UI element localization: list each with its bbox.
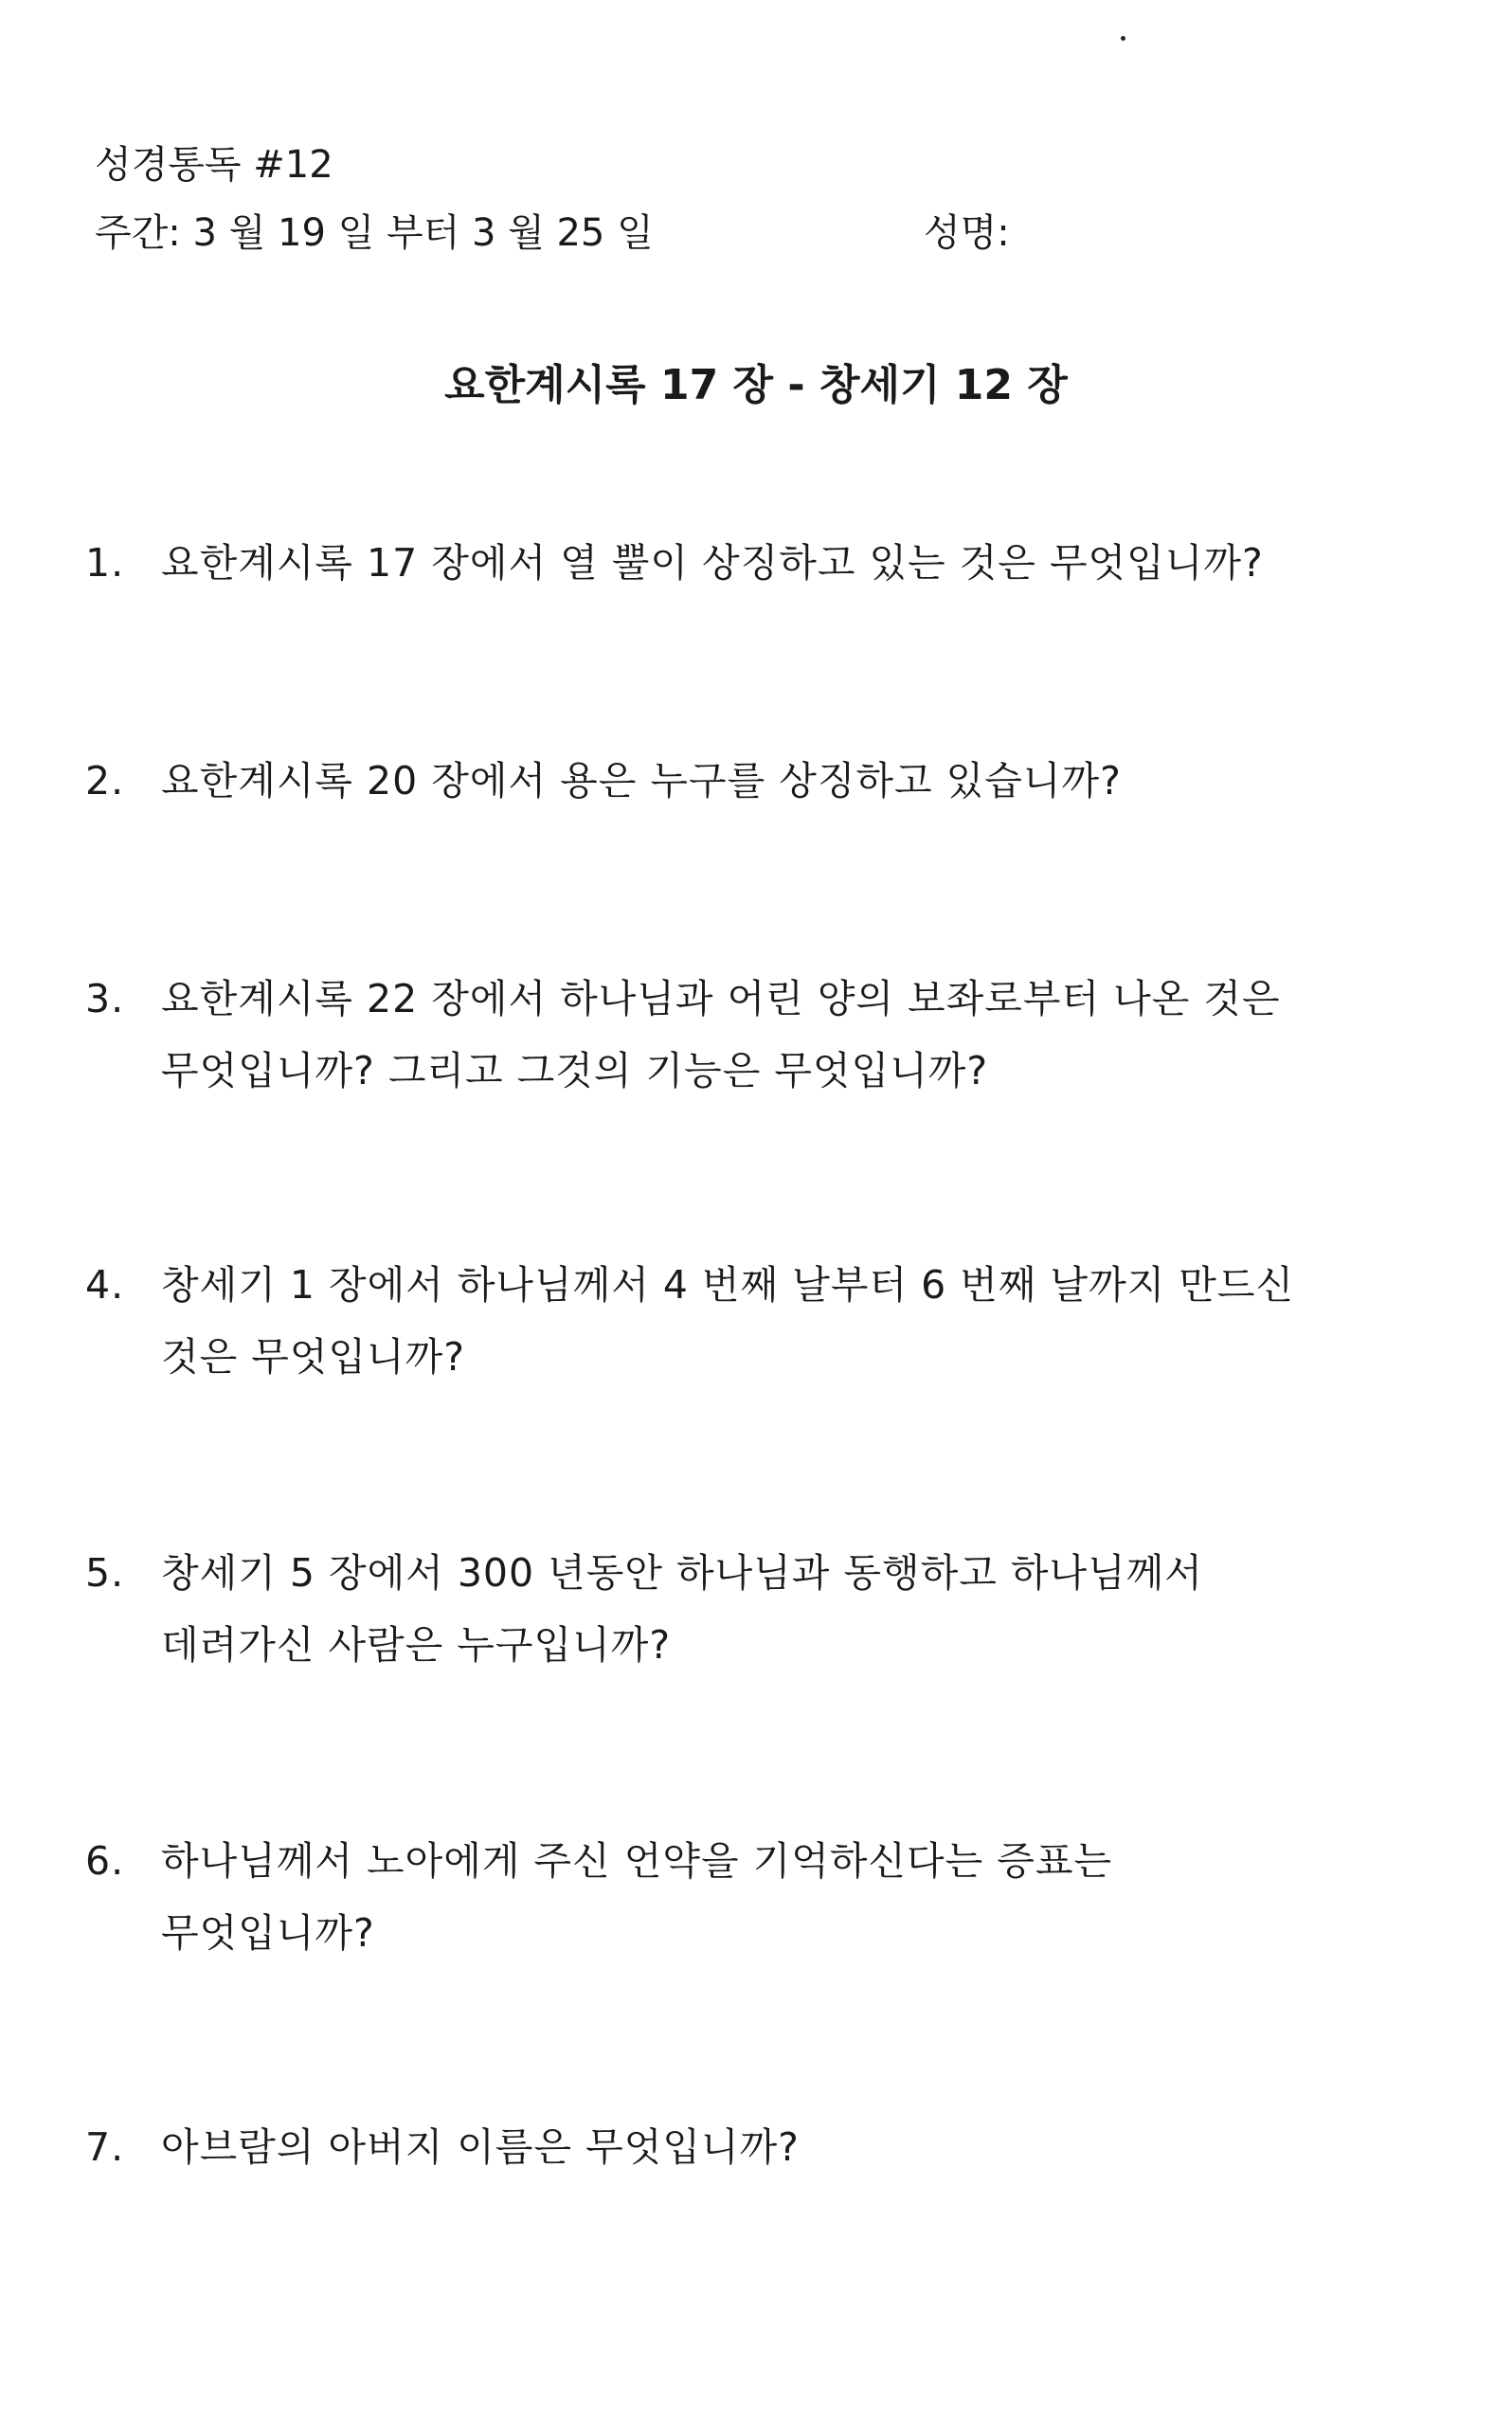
question-number: 2. [85, 758, 125, 804]
question-7 [85, 2111, 1468, 2183]
question-6 [85, 1825, 1468, 1969]
name-label: 성명: [924, 211, 1010, 255]
question-number: 7. [85, 2124, 125, 2170]
question-text: 창세기 5 장에서 300 년동안 하나님과 동행하고 하나님께서 데려가신 사람은 누구입니까? [161, 1550, 1203, 1668]
scan-speck [1121, 36, 1125, 41]
question-2 [85, 745, 1468, 817]
question-4 [85, 1249, 1468, 1393]
question-text: 요한계시록 22 장에서 하나님과 어린 양의 보좌로부터 나온 것은 무엇입니까? 그리고 그것의 기능은 무엇입니까? [161, 976, 1281, 1093]
question-number: 4. [85, 1262, 125, 1308]
reading-range-title: 요한계시록 17 장 - 창세기 12 장 [444, 361, 1068, 409]
question-text: 요한계시록 17 장에서 열 뿔이 상징하고 있는 것은 무엇입니까? [161, 540, 1264, 586]
question-text: 창세기 1 장에서 하나님께서 4 번째 날부터 6 번째 날까지 만드신 것은 무엇입니까? [161, 1262, 1295, 1380]
question-1 [85, 527, 1468, 599]
question-3 [85, 963, 1468, 1107]
question-text: 요한계시록 20 장에서 용은 누구를 상징하고 있습니까? [161, 758, 1122, 804]
question-number: 5. [85, 1550, 125, 1596]
question-number: 3. [85, 976, 125, 1021]
worksheet-title: 성경통독 #12 [95, 143, 333, 187]
week-range: 주간: 3 월 19 일 부터 3 월 25 일 [95, 211, 654, 255]
question-5 [85, 1537, 1468, 1681]
question-text: 아브람의 아버지 이름은 무엇입니까? [161, 2124, 800, 2170]
question-number: 6. [85, 1838, 125, 1884]
question-text: 하나님께서 노아에게 주신 언약을 기억하신다는 증표는 무엇입니까? [161, 1838, 1113, 1956]
question-number: 1. [85, 540, 125, 586]
